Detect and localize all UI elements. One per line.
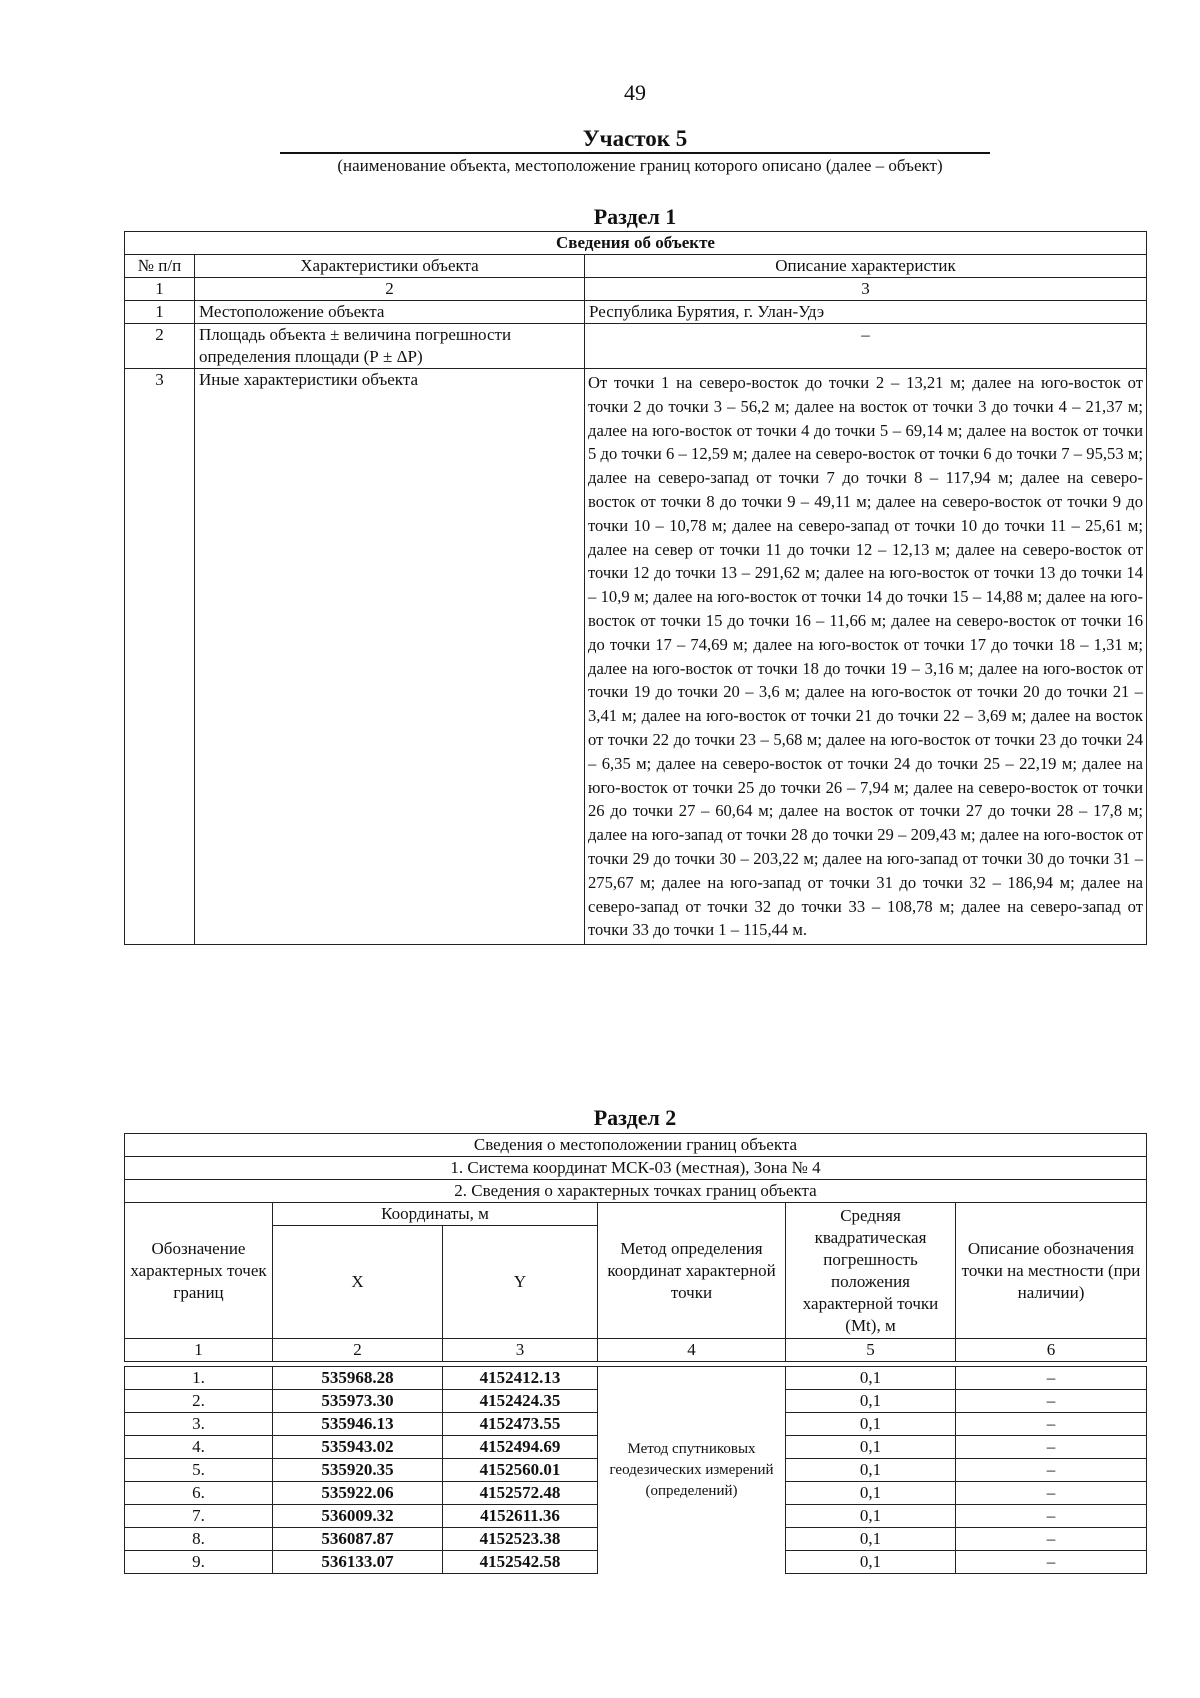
header-desc: Описание обозначения точки на местности (при наличии) — [956, 1203, 1147, 1339]
point-number: 1. — [125, 1367, 273, 1390]
point-y: 4152523.38 — [443, 1528, 598, 1551]
point-y: 4152611.36 — [443, 1505, 598, 1528]
point-number: 9. — [125, 1551, 273, 1574]
point-x: 535920.35 — [273, 1459, 443, 1482]
header-coords: Координаты, м — [273, 1203, 598, 1226]
point-desc: – — [956, 1367, 1147, 1390]
point-number: 6. — [125, 1482, 273, 1505]
point-desc: – — [956, 1528, 1147, 1551]
object-info-title: Сведения об объекте — [125, 232, 1147, 255]
row-value: Республика Бурятия, г. Улан-Удэ — [585, 301, 1147, 324]
point-y: 4152424.35 — [443, 1390, 598, 1413]
row-number: 3 — [125, 369, 195, 945]
point-error: 0,1 — [786, 1551, 956, 1574]
header-error: Средняя квадратическая погрешность положения характерной точки (Mt), м — [786, 1203, 956, 1339]
col-header: Описание характеристик — [585, 255, 1147, 278]
point-y: 4152412.13 — [443, 1367, 598, 1390]
row-name: Площадь объекта ± величина погрешности определения площади (Р ± ΔР) — [195, 324, 585, 369]
col-header: Характеристики объекта — [195, 255, 585, 278]
object-info-table — [124, 231, 1147, 945]
point-error: 0,1 — [786, 1482, 956, 1505]
row-name: Местоположение объекта — [195, 301, 585, 324]
header-point: Обозначение характерных точек границ — [125, 1203, 273, 1339]
col-number: 3 — [443, 1339, 598, 1362]
point-method: Метод спутниковых геодезических измерений (определений) — [598, 1367, 786, 1574]
col-number: 6 — [956, 1339, 1147, 1362]
row-number: 1 — [125, 301, 195, 324]
point-error: 0,1 — [786, 1413, 956, 1436]
point-error: 0,1 — [786, 1459, 956, 1482]
document-title: Участок 5 — [280, 126, 990, 154]
point-x: 535946.13 — [273, 1413, 443, 1436]
col-number: 1 — [125, 278, 195, 301]
document-subtitle: (наименование объекта, местоположение границ которого описано (далее – объект) — [337, 156, 943, 175]
point-x: 535973.30 — [273, 1390, 443, 1413]
point-error: 0,1 — [786, 1367, 956, 1390]
col-number: 4 — [598, 1339, 786, 1362]
point-y: 4152473.55 — [443, 1413, 598, 1436]
row-number: 2 — [125, 324, 195, 369]
point-error: 0,1 — [786, 1390, 956, 1413]
point-y: 4152494.69 — [443, 1436, 598, 1459]
point-number: 7. — [125, 1505, 273, 1528]
point-desc: – — [956, 1459, 1147, 1482]
header-method: Метод определения координат характерной точки — [598, 1203, 786, 1339]
table-row — [125, 1367, 1147, 1390]
point-x: 535968.28 — [273, 1367, 443, 1390]
point-x: 536133.07 — [273, 1551, 443, 1574]
header-x: X — [273, 1226, 443, 1339]
point-number: 2. — [125, 1390, 273, 1413]
point-x: 536009.32 — [273, 1505, 443, 1528]
point-desc: – — [956, 1413, 1147, 1436]
point-error: 0,1 — [786, 1505, 956, 1528]
col-number: 2 — [195, 278, 585, 301]
point-y: 4152542.58 — [443, 1551, 598, 1574]
boundary-points-table — [124, 1133, 1147, 1574]
col-header: № п/п — [125, 255, 195, 278]
point-desc: – — [956, 1390, 1147, 1413]
row-name: Иные характеристики объекта — [195, 369, 585, 945]
point-error: 0,1 — [786, 1528, 956, 1551]
table-row — [125, 369, 1147, 945]
page-number: 49 — [624, 80, 646, 105]
point-y: 4152560.01 — [443, 1459, 598, 1482]
point-x: 536087.87 — [273, 1528, 443, 1551]
point-desc: – — [956, 1436, 1147, 1459]
point-number: 8. — [125, 1528, 273, 1551]
points-subtitle: 2. Сведения о характерных точках границ объекта — [125, 1180, 1147, 1203]
table-row — [125, 324, 1147, 369]
row-value: От точки 1 на северо-восток до точки 2 – 13,21 м; далее на юго-восток от точки 2 до точки 3 – 56,2 м; далее на восток от точки 3 до точки 4 – 21,37 м; далее на юго-восток от точки 4 до точки 5 – 69,14 м; далее на восток от точки 5 до точки 6 – 12,59 м; далее на северо-восток от точки 6 до точки 7 – 95,53 м; далее на северо-запад от точки 7 до точки 8 – 117,94 м; далее на северо-восток от точки 8 до точки 9 – 49,11 м; далее на северо-восток от точки 9 до точки 10 – 10,78 м; далее на северо-запад от точки 10 до точки 11 – 25,61 м; далее на север от точки 11 до точки 12 – 12,13 м; далее на северо-восток от точки 12 до точки 13 – 291,62 м; далее на юго-восток от точки 13 до точки 14 – 10,9 м; далее на юго-восток от точки 14 до точки 15 – 14,88 м; далее на юго-восток от точки 15 до точки 16 – 11,66 м; далее на северо-восток от точки 16 до точки 17 – 74,69 м; далее на юго-восток от точки 17 до точки 18 – 1,31 м; далее на юго-восток от точки 18 до точки 19 – 3,16 м; далее на юго-восток от точки 19 до точки 20 – 3,6 м; далее на юго-восток от точки 20 до точки 21 – 3,41 м; далее на юго-восток от точки 21 до точки 22 – 3,69 м; далее на восток от точки 22 до точки 23 – 5,68 м; далее на юго-восток от точки 23 до точки 24 – 6,35 м; далее на северо-восток от точки 24 до точки 25 – 22,19 м; далее на юго-восток от точки 25 до точки 26 – 7,94 м; далее на северо-восток от точки 26 до точки 27 – 60,64 м; далее на восток от точки 27 до точки 28 – 17,8 м; далее на юго-запад от точки 28 до точки 29 – 209,43 м; далее на юго-восток от точки 29 до точки 30 – 203,22 м; далее на юго-запад от точки 30 до точки 31 – 275,67 м; далее на юго-запад от точки 31 до точки 32 – 186,94 м; далее на северо-запад от точки 32 до точки 33 – 108,78 м; далее на северо-запад от точки 33 до точки 1 – 115,44 м. — [585, 369, 1147, 945]
table-row — [125, 301, 1147, 324]
point-y: 4152572.48 — [443, 1482, 598, 1505]
coordinate-system: 1. Система координат МСК-03 (местная), Зона № 4 — [125, 1157, 1147, 1180]
col-number: 1 — [125, 1339, 273, 1362]
section1-heading: Раздел 1 — [593, 204, 677, 229]
row-value: – — [585, 324, 1147, 369]
point-desc: – — [956, 1505, 1147, 1528]
point-x: 535922.06 — [273, 1482, 443, 1505]
point-desc: – — [956, 1551, 1147, 1574]
header-y: Y — [443, 1226, 598, 1339]
point-desc: – — [956, 1482, 1147, 1505]
col-number: 5 — [786, 1339, 956, 1362]
point-number: 3. — [125, 1413, 273, 1436]
point-error: 0,1 — [786, 1436, 956, 1459]
point-number: 5. — [125, 1459, 273, 1482]
point-x: 535943.02 — [273, 1436, 443, 1459]
col-number: 2 — [273, 1339, 443, 1362]
col-number: 3 — [585, 278, 1147, 301]
point-number: 4. — [125, 1436, 273, 1459]
section2-heading: Раздел 2 — [593, 1105, 677, 1130]
boundary-title: Сведения о местоположении границ объекта — [125, 1134, 1147, 1157]
